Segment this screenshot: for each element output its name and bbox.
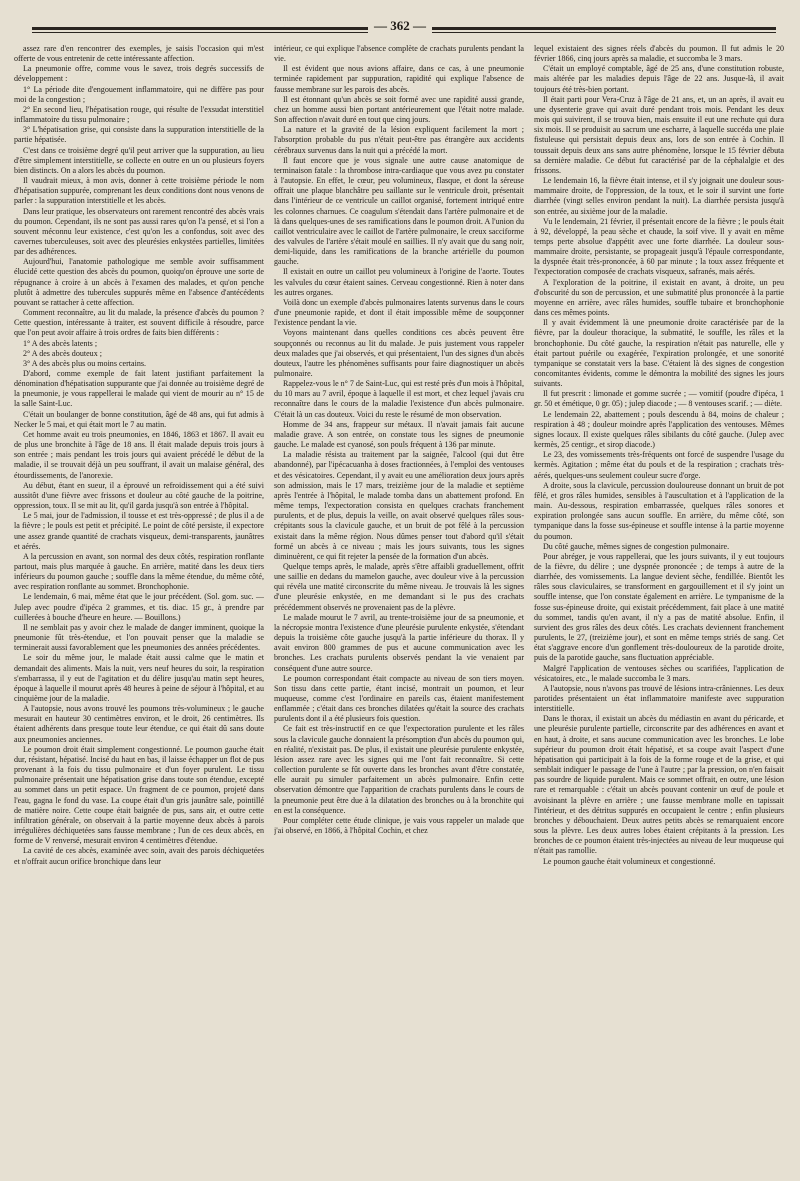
paragraph: Le 5 mai, jour de l'admission, il tousse et est très-oppressé ; de plus il a de la fièvre ; le pouls est petit et précipité. Le point de côté persiste, il expectore une assez grande quantité de crachats visqueux, demi-transparents, jaunâtres et aérés. <box>14 511 264 551</box>
paragraph: C'est dans ce troisième degré qu'il peut arriver que la suppuration, au lieu d'être simplement interstitielle, se collecte en outre en un ou plusieurs foyers bien distincts. On a alors les abcès du poumon. <box>14 145 264 175</box>
paragraph: Malgré l'application de ventouses sèches ou scarifiées, l'application de vésicatoires, etc., le malade succomba le 3 mars. <box>534 663 784 683</box>
paragraph: Vu le lendemain, 21 février, il présentait encore de la fièvre ; le pouls était à 92, développé, la peau sèche et chaude, la soif vive. Il y avait en même temps perte absolue d'appétit avec une forte diarrhée. La douleur sous-mammaire droite, persistante, se propageait jusqu'à l'épaule correspondante, la dyspnée était très-prononcée, à 60 par minute ; la toux assez fréquente et l'expectoration composée de crachats visqueux, safranés, mais aérés. <box>534 216 784 277</box>
paragraph: La cavité de ces abcès, examinée avec soin, avait des parois déchiquetées et n'offrait aucun orifice bronchique dans leur <box>14 846 264 866</box>
paragraph: A droite, sous la clavicule, percussion douloureuse donnant un bruit de pot fêlé, et gros râles humides, sensibles à l'auscultation et à l'application de la main. Au-dessous, respiration embarrassée, quelques râles sonores et expiration prolongée sans aucun souffle. En arrière, du même côté, son tympanique dans la fosse sus-épineuse et souffle intense à la partie moyenne du poumon. <box>534 480 784 541</box>
paragraph: Quelque temps après, le malade, après s'être affaibli graduellement, offrit une saillie en dedans du mamelon gauche, avec douleur vive à la percussion qui révéla une matité circonscrite du même niveau. Je trouvais là les signes d'une pleurésie enkystée, en me demandant si le pus des crachats précédemment observés ne provenaient pas de la plèvre. <box>274 561 524 612</box>
paragraph: Le lendemain, 6 mai, même état que le jour précédent. (Sol. gom. suc. — Julep avec poudre d'ipéca 2 grammes, et tis. diac. 15 gr., à prendre par cuillerées à bouche d'heure en heure. — Bouillons.) <box>14 592 264 622</box>
paragraph: Dans leur pratique, les observateurs ont rarement rencontré des abcès vrais du poumon. Cependant, ils ne sont pas aussi rares qu'on l'a pensé, et si l'on a souvent méconnu leur existence, c'est qu'on les a confondus, soit avec des cavernes tuberculeuses, soit avec des pleurésies enkystées partielles, limitées par des adhérences. <box>14 206 264 257</box>
paragraph: Le lendemain 16, la fièvre était intense, et il s'y joignait une douleur sous-mammaire droite, de l'oppression, de la toux, et le soir il survint une forte diarrhée (vingt selles environ pendant la nuit). La diarrhée persista jusqu'à son entrée, au sixième jour de la maladie. <box>534 176 784 216</box>
paragraph: Il y avait évidemment là une pneumonie droite caractérisée par de la fièvre, par la douleur thoracique, la submatité, le souffle, les râles et la bronchophonie. Du côté gauche, la respiration n'était pas naturelle, elle y était partout puérile ou exagérée, l'expiration prolongée, et une sonorité tympanique se constatait vers la base. C'étaient là des signes de congestion concomitantes évidents, comme le démontra la mobilité des signes les jours suivants. <box>534 318 784 389</box>
paragraph: Pour abréger, je vous rappellerai, que les jours suivants, il y eut toujours de la fièvre, du délire ; une dyspnée prononcée ; de temps à autre de la diarrhée, des vomissements. La langue devient sèche, fendillée. Bientôt les râles sous claviculaires, se transforment en gargouillement et il s'y joint un souffle intense, que l'on constate également en arrière. Le tympanisme de la fosse sus-épineuse droite, qui existait précédemment, fait place à une matité du sommet, tandis qu'en avant, il n'y a pas de matité absolue. Enfin, il survient des gros râles des deux côtés. Les crachats deviennent franchement purulents, le 27, (treizième jour), et sont en même temps striés de sang. Cet état s'aggrave encore d'un gonflement très-douloureux de la parotide droite, puis de la parotide gauche, sans fluctuation appréciable. <box>534 551 784 663</box>
paragraph: A la percussion en avant, son normal des deux côtés, respiration ronflante partout, mais plus marquée à gauche. En arrière, matité dans les deux tiers inférieurs du poumon gauche ; souffle dans la même étendue, du même côté, avec respiration ronflante au sommet. Bronchophonie. <box>14 551 264 592</box>
paragraph: C'était un boulanger de bonne constitution, âgé de 48 ans, qui fut admis à Necker le 5 mai, et qui était mort le 7 au matin. <box>14 409 264 429</box>
paragraph: Rappelez-vous le n° 7 de Saint-Luc, qui est resté près d'un mois à l'hôpital, du 10 mars au 7 avril, époque à laquelle il est mort, et chez lequel j'avais cru reconnaître dans le cours de la maladie l'existence d'un abcès pulmonaire. C'était là un cas douteux. Voici du reste le résumé de mon observation. <box>274 379 524 419</box>
page-number: — 362 — <box>368 18 432 34</box>
paragraph: 3° A des abcès plus ou moins certains. <box>23 358 147 368</box>
paragraph: Il était parti pour Vera-Cruz à l'âge de 21 ans, et, un an après, il avait eu une dysenterie grave qui avait duré pendant trois mois. Pendant les deux mois qui suivirent, il se trouva bien, mais ensuite il eut une rechute qui dura six mois. Il se produisit au sacrum une escharre, à laquelle succéda une plaie fistuleuse qui persistait depuis deux ans, lors de son entrée à Cochin. Il toussait depuis deux ans sans autre phénomène, lorsque le 15 février débuta sa dernière maladie. Ce début fut caractérisé par de la céphalalgie et des frissons. <box>534 94 784 175</box>
paragraph: Il fut prescrit : limonade et gomme sucrée ; — vomitif (poudre d'ipéca, 1 gr. 50 et émétique, 0 gr. 05) ; julep diacode ; — 8 ventouses scarif. ; — diète. <box>534 389 784 409</box>
paragraph: 3° L'hépatisation grise, qui consiste dans la suppuration interstitielle de la partie hépatisée. <box>14 125 264 145</box>
paragraph: La nature et la gravité de la lésion expliquent facilement la mort ; l'absorption probable du pus n'était peut-être pas étrangère aux accidents cérébraux survenus dans la nuit qui a précédé la mort. <box>274 125 524 155</box>
paragraph: 2° En second lieu, l'hépatisation rouge, qui résulte de l'exsudat interstitiel inflammatoire du tissu pulmonaire ; <box>14 104 264 125</box>
paragraph: 2° A des abcès douteux ; <box>23 348 102 358</box>
paragraph: C'était un employé comptable, âgé de 25 ans, d'une constitution robuste, mais altérée par les maladies depuis l'âge de 22 ans. Jusque-là, il avait toujours été très-bien portant. <box>534 64 784 94</box>
paragraph: Voyons maintenant dans quelles conditions ces abcès peuvent être soupçonnés ou reconnus au lit du malade. Je puis justement vous rappeler deux malades que j'ai observés, et qui présentaient, l'un des signes d'un abcès douteux, l'autre les phénomènes suffisants pour faire diagnostiquer un abcès pulmonaire. <box>274 328 524 378</box>
paragraph: Il faut encore que je vous signale une autre cause anatomique de terminaison fatale : la thrombose intra-cardiaque que vous avez pu constater à l'autopsie. En effet, le cœur, peu volumineux, flasque, et dont la séreuse offrait une plaque blanchâtre peu saillante sur le ventricule droit, présentait dans l'intérieur de ce ventricule un caillot organisé, fortement intriqué entre les colonnes charnues. Ce coagulum s'étendait dans l'artère pulmonaire et de là dans quelques-unes de ses ramifications dans le poumon droit. A l'union du caillot ventriculaire avec le caillot de l'artère pulmonaire, le creux sacciforme des valvules de l'artère s'était moulé en saillies. Il n'y avait que du sang noir, demi-liquide, dans les ramifications de la branche artérielle du poumon gauche. <box>274 155 524 267</box>
paragraph: Ce fait est très-instructif en ce que l'expectoration purulente et les râles sous la clavicule gauche donnaient la présomption d'un abcès du poumon qui, en réalité, n'existait pas. De plus, il existait une pleurésie purulente enkystée, lésion assez rare avec les signes qui me l'ont fait reconnaître. Si cette collection purulente se fût ouverte dans les bronches avant d'être constatée, elle aurait pu simuler parfaitement un abcès pulmonaire. Enfin cette observation démontre que l'apparition de crachats purulents dans le cours de la pneumonie peut être due à la dilatation des bronches ou à la bronchite qui en est la conséquence. <box>274 724 524 815</box>
text-columns <box>14 44 786 1174</box>
paragraph: Il ne semblait pas y avoir chez le malade de danger imminent, quoique la pneumonie fût très-étendue, et l'on pouvait penser que la maladie se terminerait aussi favorablement que les pneumonies des années précédentes. <box>14 622 264 653</box>
paragraph: La maladie résista au traitement par la saignée, l'alcool (qui dut être abandonné), par l'ipécacuanha à doses fractionnées, à l'emploi des ventouses et des vésicatoires. Cependant, il y avait eu une amélioration deux jours après son admission, mais le 17 mars, treizième jour de la maladie et septième après l'entrée à l'hôpital, le malade tomba dans un abattement profond. En même temps, l'expectoration consista en quelques crachats franchement purulents, et de plus, depuis la veille, on avait observé quelques râles sous-crépitants sous la clavicule gauche, et un bruit de pot fêlé à la percussion existait dans la même région. Nous dûmes penser tout d'abord qu'il s'était formé un abcès à ce niveau ; mais les jours suivants, tous les signes diminuèrent, ce qui fit rejeter la pensée de la formation d'un abcès. <box>274 450 524 561</box>
paragraph: A l'exploration de la poitrine, il existait en avant, à droite, un peu d'obscurité du son de percussion, et une submatité plus prononcée à la partie moyenne en arrière, avec râles humides, souffle tubaire et bronchophonie dans ces mêmes points. <box>534 277 784 318</box>
paragraph: Aujourd'hui, l'anatomie pathologique me semble avoir suffisamment élucidé cette question des abcès du poumon, quoiqu'on éprouve une sorte de répugnance à croire à un abcès à l'examen des malades, et qu'on penche plutôt à admettre des tubercules suppurés même en l'absence d'antécédents pouvant se rattacher à cette affection. <box>14 257 264 307</box>
paragraph: D'abord, comme exemple de fait latent justifiant parfaitement la dénomination d'hépatisation suppurante que j'ai donnée au troisième degré de la pneumonie, je vous rappellerai le malade qui vient de mourir au n° 15 de la salle Saint-Luc. <box>14 369 264 409</box>
paragraph: Le malade mourut le 7 avril, au trente-troisième jour de sa pneumonie, et la nécropsie montra l'existence d'une pleurésie purulente enkystée, s'étendant depuis la troisième côte gauche jusqu'à la partie inférieure du thorax. Il y avait environ 800 grammes de pus et aucune communication avec les bronches. Les crachats purulents observés pendant la vie venaient par conséquent d'une autre source. <box>274 612 524 673</box>
page-header <box>14 18 786 40</box>
paragraph: Il est étonnant qu'un abcès se soit formé avec une rapidité aussi grande, chez un homme aussi bien portant antérieurement que l'était notre malade. Son affection n'avait duré en tout que cinq jours. <box>274 94 524 125</box>
paragraph: Le 23, des vomissements très-fréquents ont forcé de suspendre l'usage du kermès. Agitation ; même état du pouls et de la respiration ; crachats très-aérés, quelques-uns seulement couleur sucre d'orge. <box>534 450 784 480</box>
paragraph: Le poumon correspondant était compacte au niveau de son tiers moyen. Son tissu dans cette partie, étant incisé, montrait un poumon, et leur muqueuse, comme c'est l'ordinaire en pareils cas, étaient manifestement enflammée ; c'était dans ces bronches dilatées qu'était la source des crachats purulents dont il a été plusieurs fois question. <box>274 673 524 724</box>
paragraph: Le poumon gauche était volumineux et congestionné. <box>543 856 716 866</box>
paragraph: Voilà donc un exemple d'abcès pulmonaires latents survenus dans le cours d'une pneumonie rapide, et dont il était impossible même de soupçonner l'existence pendant la vie. <box>274 297 524 328</box>
paragraph: assez rare d'en rencontrer des exemples, je saisis l'occasion qui m'est offerte de vous entretenir de cette intéressante affection. <box>14 44 264 64</box>
text-column-right <box>534 44 784 1174</box>
text-column-middle <box>274 44 524 1174</box>
paragraph: 1° A des abcès latents ; <box>23 338 98 348</box>
paragraph: intérieur, ce qui explique l'absence complète de crachats purulents pendant la vie. <box>274 44 524 64</box>
paragraph: Cet homme avait eu trois pneumonies, en 1846, 1863 et 1867. Il avait eu de plus une bronchite à l'âge de 18 ans. Il était malade depuis trois jours à son entrée ; mais pendant les trois jours qui avaient précédé le début de la maladie, il se trouvait déjà un peu souffrant, il avait un malaise général, des étourdissements, de l'anorexie. <box>14 429 264 480</box>
paragraph: La pneumonie offre, comme vous le savez, trois degrés successifs de développement : <box>14 64 264 84</box>
paragraph: Il existait en outre un caillot peu volumineux à l'origine de l'aorte. Toutes les valvules du cœur étaient saines. Cerveau congestionné. Rien à noter dans les autres organes. <box>274 267 524 297</box>
paragraph: Le lendemain 22, abattement ; pouls descendu à 84, moins de chaleur ; respiration à 48 ; douleur moindre après l'application des ventouses. Mêmes signes locaux. Il existe quelques râles sibilants du côté gauche. (Julep avec kermès, 25 centigr., et sirop diacode.) <box>534 409 784 450</box>
paragraph: Comment reconnaître, au lit du malade, la présence d'abcès du poumon ? Cette question, intéressante à traiter, est souvent difficile à résoudre, parce que l'on peut avoir affaire à trois ordres de faits bien différents : <box>14 308 264 338</box>
paragraph: 1° La période dite d'engouement inflammatoire, qui ne diffère pas pour moi de la congestion ; <box>14 84 264 104</box>
paragraph: Au début, étant en sueur, il a éprouvé un refroidissement qui a été suivi aussitôt d'une fièvre avec frissons et douleur au côté gauche de la poitrine, oppression, toux. Il se mit au lit, qu'il garda jusqu'à son entrée à l'hôpital. <box>14 480 264 511</box>
paragraph: Le soir du même jour, le malade était aussi calme que le matin et demandait des aliments. Mais la nuit, vers neuf heures du soir, la respiration s'embarrassa, il y eut de l'agitation et du délire jusqu'au matin sept heures, époque à laquelle il mourut après 48 heures à peine de séjour à l'hôpital, et au cinquième jour de la maladie. <box>14 653 264 703</box>
paragraph: Il est évident que nous avions affaire, dans ce cas, à une pneumonie terminée rapidement par suppuration, rapidité qui explique l'absence de fausse membrane sur les parois des abcès. <box>274 64 524 94</box>
paragraph: Du côté gauche, mêmes signes de congestion pulmonaire. <box>543 541 730 551</box>
paragraph: Le poumon droit était simplement congestionné. Le poumon gauche était dur, résistant, hépatisé. Incisé du haut en bas, il laisse échapper un flot de pus provenant à la fois du tissu pulmonaire et d'un foyer purulent. Le tissu pulmonaire présentait une hépatisation grise dans toute son étendue, excepté au sommet dans un petit espace. Un fragment de ce poumon, projeté dans l'eau, gagna le fond du vase. La coupe était d'un gris jaunâtre sale, pointillé de matière noire. Cette coupe était baignée de pus, sans air, et outre cette infiltration générale, on observait à la partie moyenne deux abcès à parois irrégulières déchiquetées sans fausse membrane ; l'un de ces deux abcès, en forme de V renversé, mesurait environ 4 centimètres d'étendue. <box>14 744 264 846</box>
paragraph: A l'autopsie, nous avons trouvé les poumons très-volumineux ; le gauche mesurait en hauteur 30 centimètres environ, et le droit, 26 centimètres. Ils étaient adhérents dans presque toute leur étendue, ce qui était dû sans doute aux pneumonies anciennes. <box>14 704 264 744</box>
paragraph: Il vaudrait mieux, à mon avis, donner à cette troisième période le nom d'hépatisation suppurée, comprenant les deux conditions dont nous venons de parler : la suppuration interstitielle et les abcès. <box>14 176 264 206</box>
paragraph: Homme de 34 ans, frappeur sur métaux. Il n'avait jamais fait aucune maladie grave. A son entrée, on constate tous les signes de pneumonie gauche. Le malade est cyanosé, son pouls fréquent à 136 par minute. <box>274 419 524 450</box>
paragraph: A l'autopsie, nous n'avons pas trouvé de lésions intra-crâniennes. Les deux parotides présentaient un état inflammatoire manifeste avec suppuration interstitielle. <box>534 683 784 714</box>
text-column-left <box>14 44 264 1174</box>
paragraph: lequel existaient des signes réels d'abcès du poumon. Il fut admis le 20 février 1866, cinq jours après sa maladie, et succomba le 3 mars. <box>534 44 784 64</box>
paragraph: Pour compléter cette étude clinique, je vais vous rappeler un malade que j'ai observé, en 1866, à l'hôpital Cochin, et chez <box>274 815 524 836</box>
paragraph: Dans le thorax, il existait un abcès du médiastin en avant du péricarde, et une pleurésie purulente partielle, circonscrite par des adhérences en avant et en haut, à droite, et sans aucune communication avec les bronches. Le lobe supérieur du poumon droit était hépatisé, et sa coupe avait l'aspect d'une hépatisation qui participait à la fois de la forme rouge et de la grise, et qui semblait indiquer le passage de l'une à l'autre ; par la pression, on n'en faisait pas sourdre de liquide purulent. Mais ce sommet offrait, en outre, une lésion rare et remarquable : c'était un abcès pouvant contenir un œuf de poule et avoisinant la plèvre en arrière ; une fausse membrane molle en tapissait l'intérieur, et des détritus suppurés en occupaient le centre ; enfin plusieurs bronches y débouchaient. Deux autres petits abcès se remarquaient encore sous la plèvre. Les deux autres lobes étaient crépitants à la pression. Les bronches de ce poumon étaient très-injectées au niveau de leur muqueuse qui n'était pas ramollie. <box>534 714 784 856</box>
